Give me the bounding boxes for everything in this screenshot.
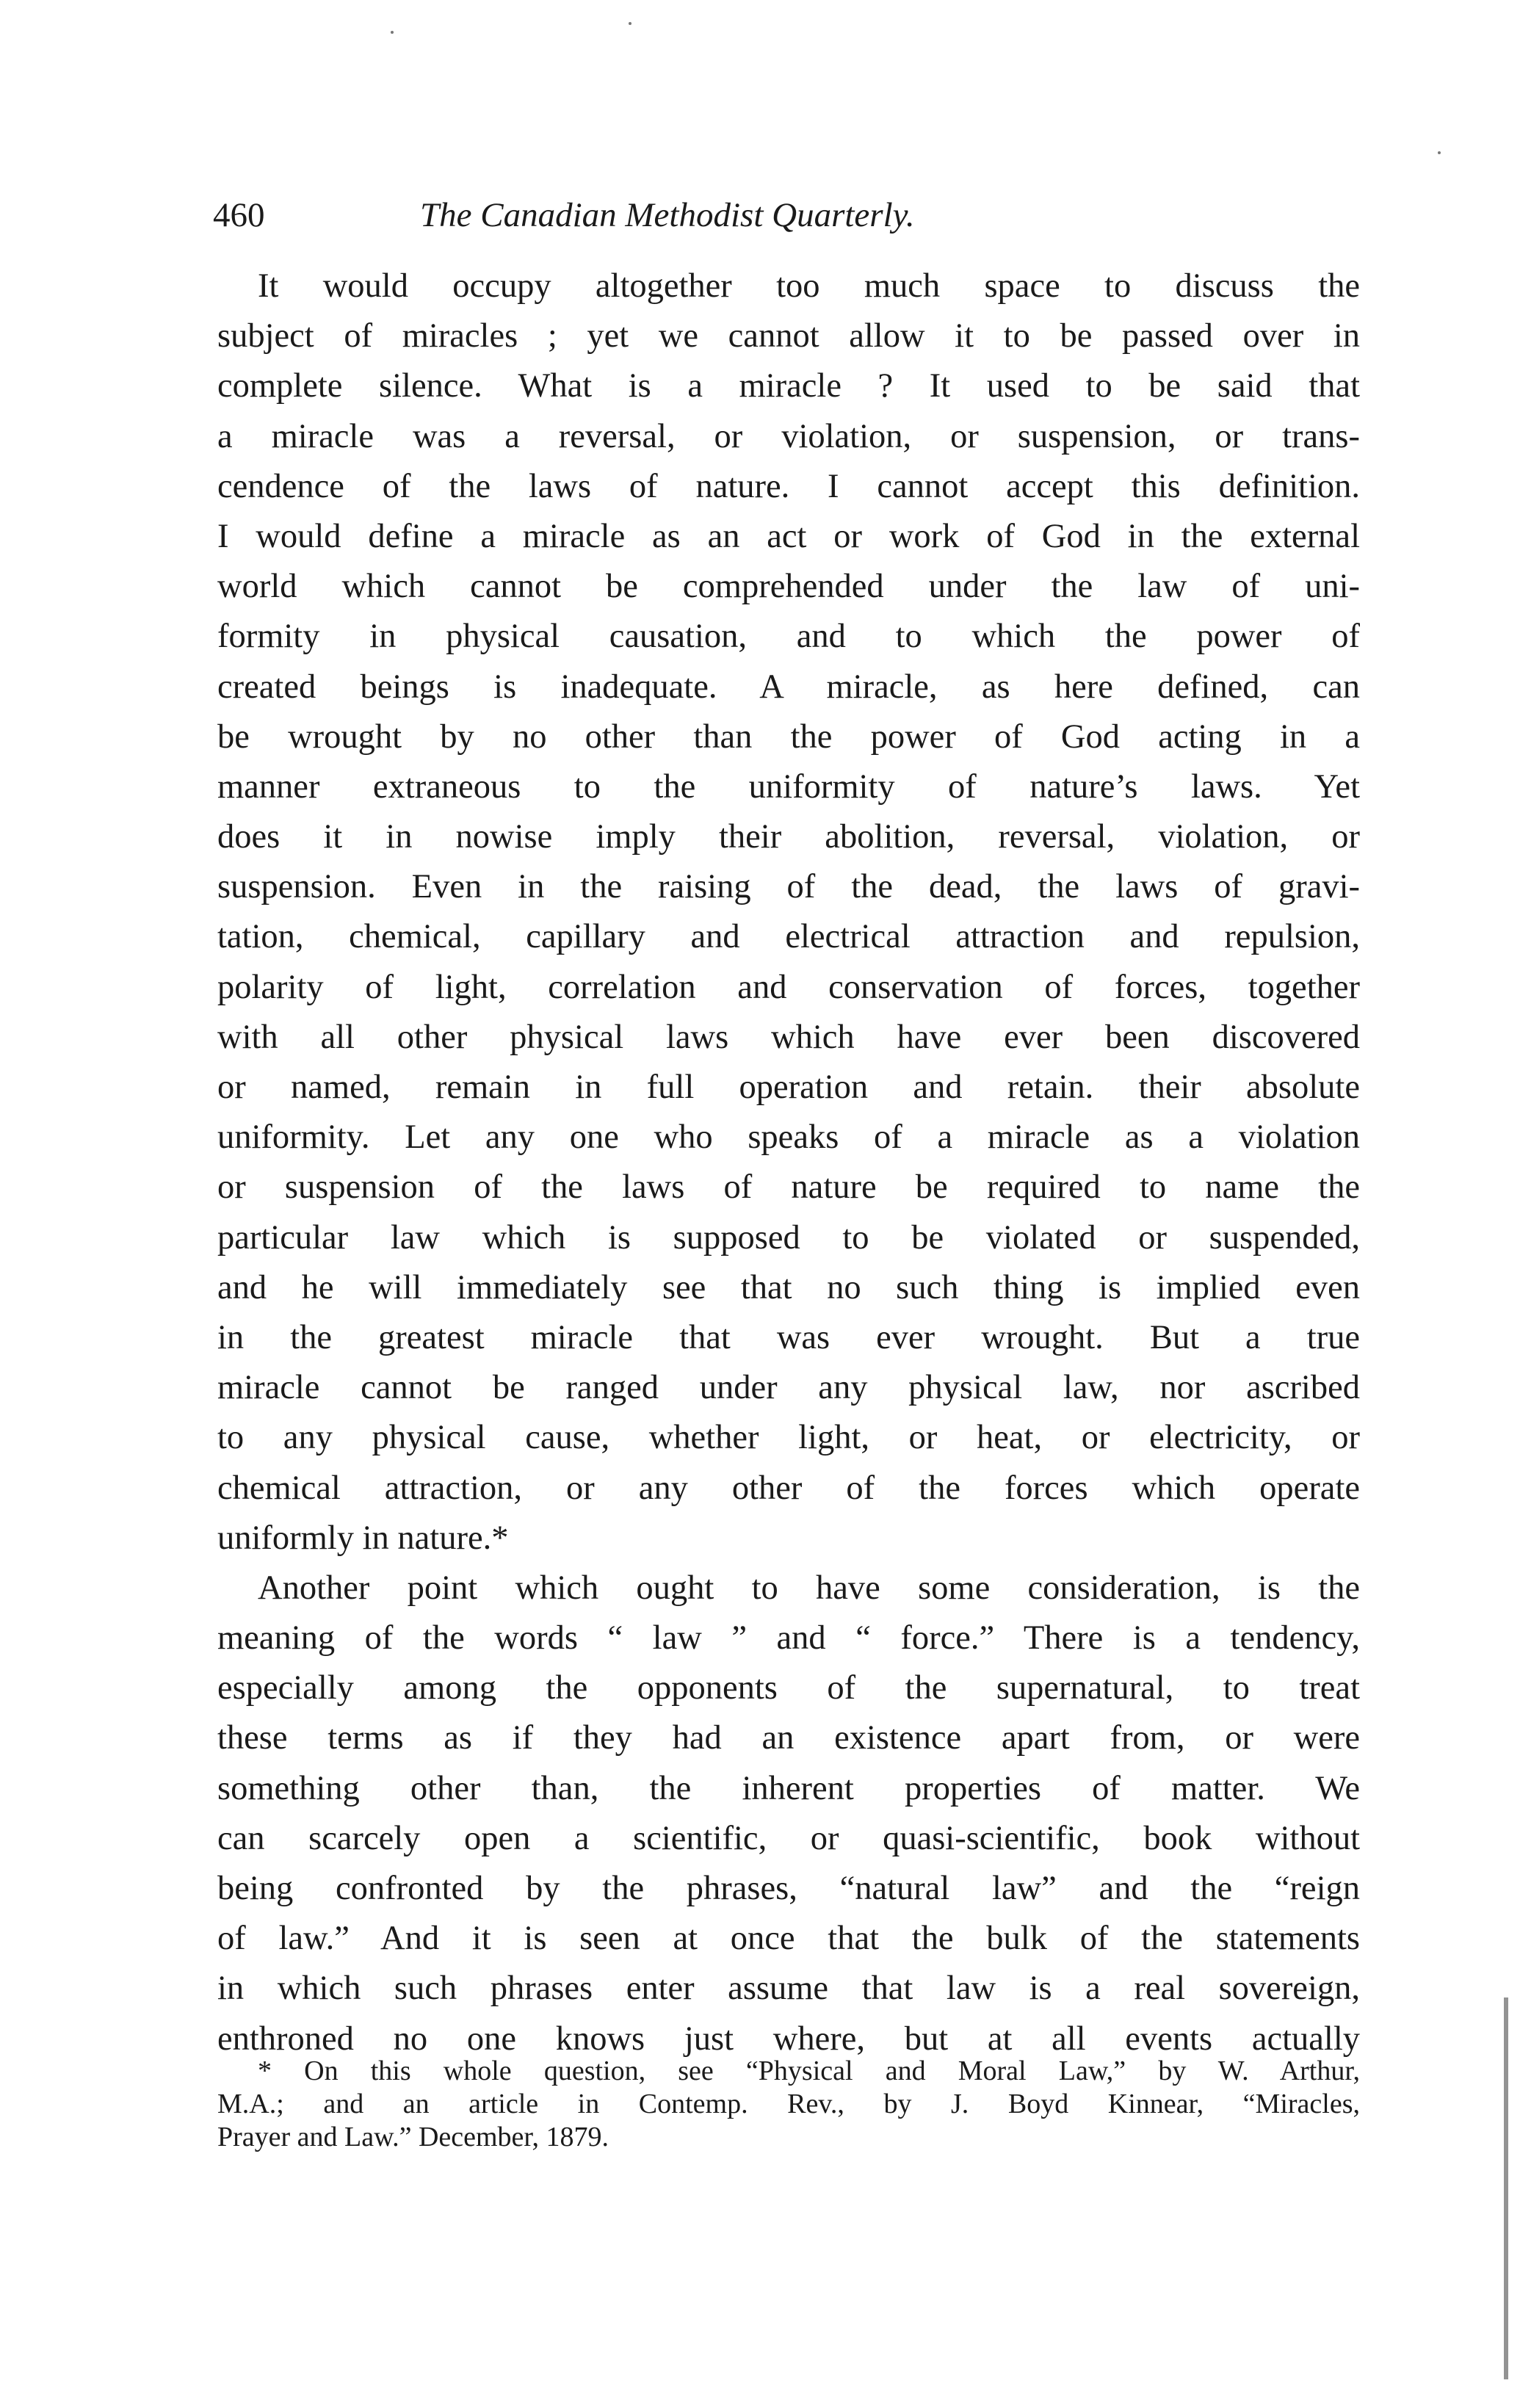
page-number: 460 — [213, 196, 265, 234]
text-line: uniformity. Let any one who speaks of a miracle as a violation — [217, 1118, 1360, 1157]
text-line: these terms as if they had an existence apart from, or were — [217, 1719, 1360, 1757]
text-line: manner extraneous to the uniformity of nature’s laws. Yet — [217, 767, 1360, 806]
text-line: of law.” And it is seen at once that the bulk of the statements — [217, 1920, 1360, 1958]
text-line: formity in physical causation, and to which the power of — [217, 618, 1360, 656]
text-line: uniformly in nature.* — [217, 1519, 509, 1557]
scan-margin-mark — [1504, 1997, 1508, 2379]
text-line: suspension. Even in the raising of the dead, the laws of gravi- — [217, 868, 1360, 906]
text-line: being confronted by the phrases, “natural law” and the “reign — [217, 1870, 1360, 1907]
footnote-line: * On this whole question, see “Physical and Moral Law,” by W. Arthur, — [258, 2056, 1360, 2086]
text-line: It would occupy altogether too much space to discuss the — [258, 267, 1360, 305]
text-line: polarity of light, correlation and conservation of forces, together — [217, 968, 1360, 1006]
text-line: can scarcely open a scientific, or quasi-scientific, book without — [217, 1819, 1360, 1857]
text-line: meaning of the words “ law ” and “ force.” There is a tendency, — [217, 1619, 1360, 1657]
page-header — [213, 189, 1366, 241]
paragraph-2 — [217, 1563, 1360, 2064]
body-text — [217, 261, 1360, 2064]
text-line: or named, remain in full operation and retain. their absolute — [217, 1069, 1360, 1106]
text-line: a miracle was a reversal, or violation, or suspension, or trans- — [217, 417, 1360, 455]
text-line: and he will immediately see that no such thing is implied even — [217, 1268, 1360, 1306]
text-line: with all other physical laws which have ever been discovered — [217, 1018, 1360, 1056]
text-line: world which cannot be comprehended under the law of uni- — [217, 568, 1360, 606]
scan-speck — [629, 22, 631, 25]
text-line: Another point which ought to have some consideration, is the — [258, 1569, 1360, 1607]
running-title: The Canadian Methodist Quarterly. — [420, 196, 915, 234]
text-line: complete silence. What is a miracle ? It used to be said that — [217, 367, 1360, 405]
text-line: cendence of the laws of nature. I cannot accept this definition. — [217, 467, 1360, 505]
text-line: enthroned no one knows just where, but at all events actually — [217, 2020, 1360, 2058]
text-line: be wrought by no other than the power of God acting in a — [217, 717, 1360, 756]
footnote-line: Prayer and Law.” December, 1879. — [217, 2122, 609, 2152]
footnote-line: M.A.; and an article in Contemp. Rev., by J. Boyd Kinnear, “Miracles, — [217, 2089, 1360, 2119]
paragraph-1 — [217, 261, 1360, 1563]
text-line: tation, chemical, capillary and electrical attraction and repulsion, — [217, 918, 1360, 956]
text-line: created beings is inadequate. A miracle, as here defined, can — [217, 668, 1360, 706]
text-line: or suspension of the laws of nature be required to name the — [217, 1168, 1360, 1207]
text-line: miracle cannot be ranged under any physical law, nor ascribed — [217, 1369, 1360, 1407]
text-line: does it in nowise imply their abolition, reversal, violation, or — [217, 818, 1360, 856]
text-line: especially among the opponents of the supernatural, to treat — [217, 1669, 1360, 1707]
footnote — [217, 2055, 1360, 2154]
text-line: in which such phrases enter assume that law is a real sovereign, — [217, 1970, 1360, 2008]
scan-speck — [1438, 151, 1441, 154]
text-line: in the greatest miracle that was ever wrought. But a true — [217, 1318, 1360, 1356]
text-line: I would define a miracle as an act or work of God in the external — [217, 517, 1360, 555]
text-line: subject of miracles ; yet we cannot allow it to be passed over in — [217, 317, 1360, 355]
text-line: something other than, the inherent properties of matter. We — [217, 1769, 1360, 1807]
scan-speck — [391, 31, 394, 34]
text-line: particular law which is supposed to be violated or suspended, — [217, 1218, 1360, 1257]
text-line: to any physical cause, whether light, or heat, or electricity, or — [217, 1419, 1360, 1457]
text-line: chemical attraction, or any other of the forces which operate — [217, 1469, 1360, 1507]
